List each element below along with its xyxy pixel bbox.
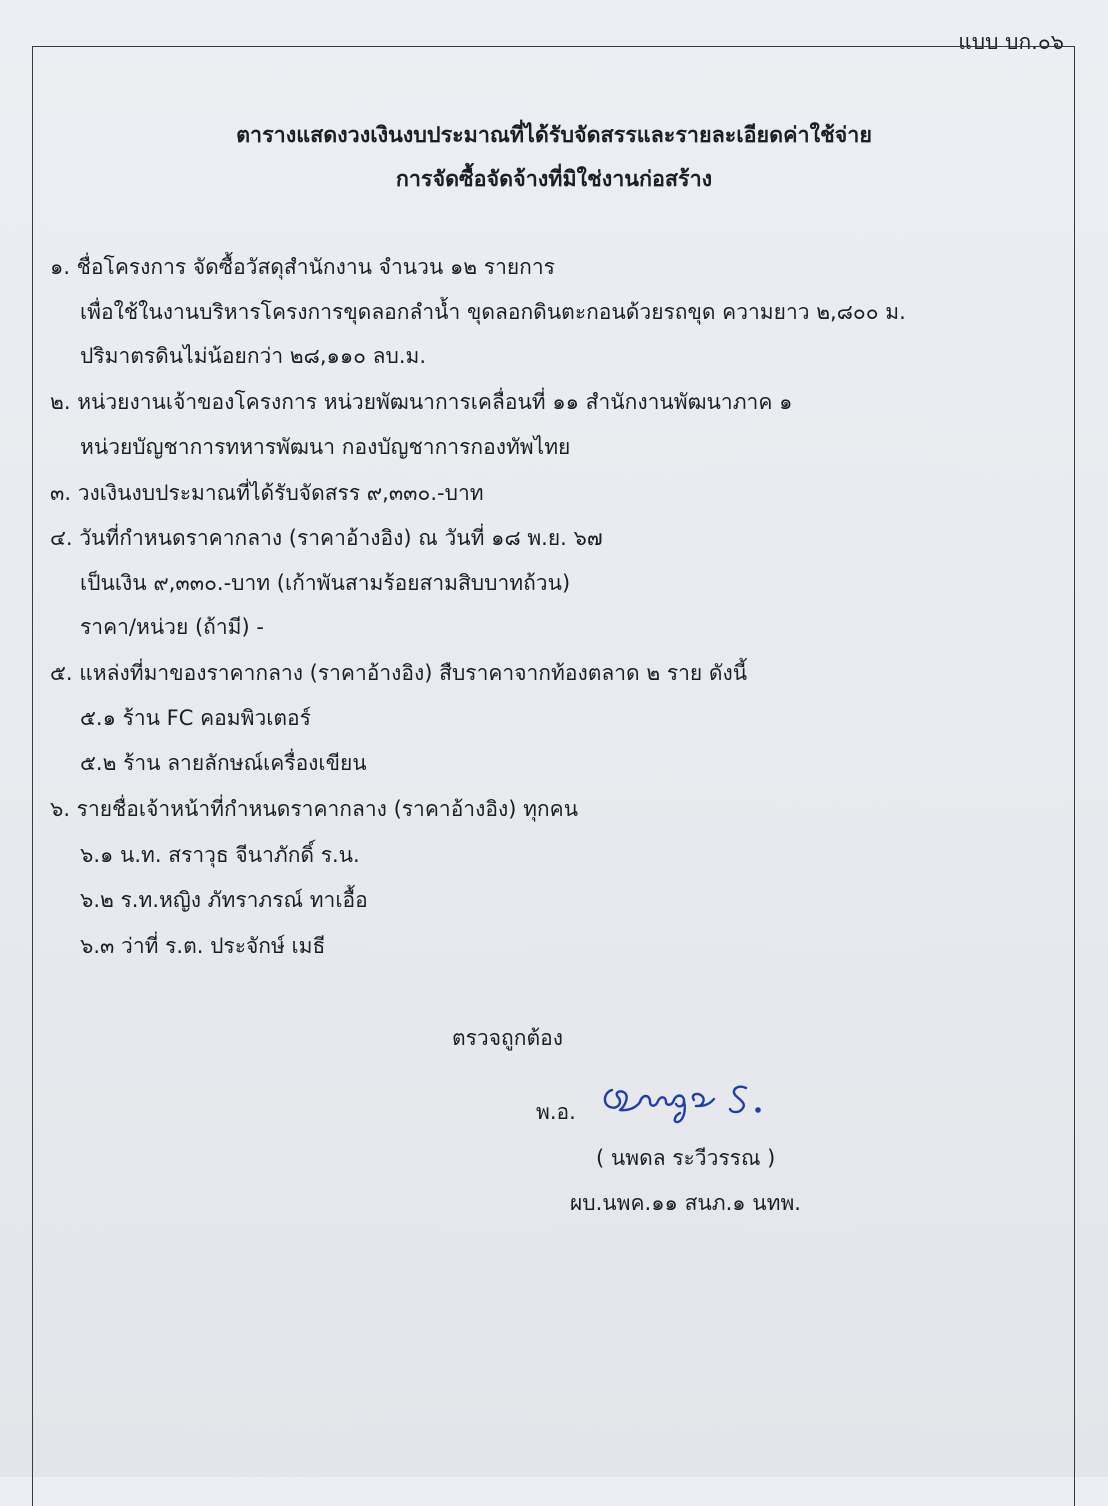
item-4-amount: เป็นเงิน ๙,๓๓๐.-บาท (เก้าพันสามร้อยสามสิบบาทถ้วน)	[80, 571, 571, 595]
item-6-officers: ๖. รายชื่อเจ้าหน้าที่กำหนดราคากลาง (ราคาอ้างอิง) ทุกคน	[50, 797, 579, 821]
item-6-3-officer: ๖.๓ ว่าที่ ร.ต. ประจักษ์ เมธี	[80, 934, 326, 958]
handwritten-signature	[598, 1080, 773, 1126]
item-5-1-shop: ๕.๑ ร้าน FC คอมพิวเตอร์	[80, 706, 311, 730]
item-6-1-officer: ๖.๑ น.ท. สราวุธ จีนาภักดิ์ ร.น.	[80, 843, 360, 867]
item-5-2-shop: ๕.๒ ร้าน ลายลักษณ์เครื่องเขียน	[80, 751, 367, 775]
item-1-project-name: ๑. ชื่อโครงการ จัดซื้อวัสดุสำนักงาน จำนวน ๑๒ รายการ	[50, 255, 555, 279]
item-4-reference-date: ๔. วันที่กำหนดราคากลาง (ราคาอ้างอิง) ณ วันที่ ๑๘ พ.ย. ๖๗	[50, 526, 603, 550]
form-code: แบบ บก.๐๖	[958, 30, 1064, 54]
document-title-line-1: ตารางแสดงวงเงินงบประมาณที่ได้รับจัดสรรและรายละเอียดค่าใช้จ่าย	[236, 123, 872, 148]
item-2-owner-unit: ๒. หน่วยงานเจ้าของโครงการ หน่วยพัฒนาการเคลื่อนที่ ๑๑ สำนักงานพัฒนาภาค ๑	[50, 390, 793, 414]
document-title-line-2: การจัดซื้อจัดจ้างที่มิใช่งานก่อสร้าง	[395, 167, 713, 192]
item-3-budget: ๓. วงเงินงบประมาณที่ได้รับจัดสรร ๙,๓๓๐.-บาท	[50, 481, 484, 505]
item-1-purpose: เพื่อใช้ในงานบริหารโครงการขุดลอกลำน้ำ ขุดลอกดินตะกอนด้วยรถขุด ความยาว ๒,๘๐๐ ม.	[80, 300, 906, 324]
certification-label: ตรวจถูกต้อง	[452, 1026, 563, 1050]
item-2-command: หน่วยบัญชาการทหารพัฒนา กองบัญชาการกองทัพไทย	[80, 435, 571, 459]
item-4-unit-price: ราคา/หน่วย (ถ้ามี) -	[80, 615, 264, 639]
item-6-2-officer: ๖.๒ ร.ท.หญิง ภัทราภรณ์ ทาเอื้อ	[80, 888, 368, 912]
signatory-name: ( นพดล ระวีวรรณ )	[596, 1146, 776, 1170]
item-1-volume: ปริมาตรดินไม่น้อยกว่า ๒๘,๑๑๐ ลบ.ม.	[80, 344, 427, 368]
item-5-price-source: ๕. แหล่งที่มาของราคากลาง (ราคาอ้างอิง) สืบราคาจากท้องตลาด ๒ ราย ดังนี้	[50, 661, 748, 685]
certification-rank: พ.อ.	[536, 1100, 576, 1124]
signatory-position: ผบ.นพค.๑๑ สนภ.๑ นทพ.	[570, 1191, 801, 1215]
